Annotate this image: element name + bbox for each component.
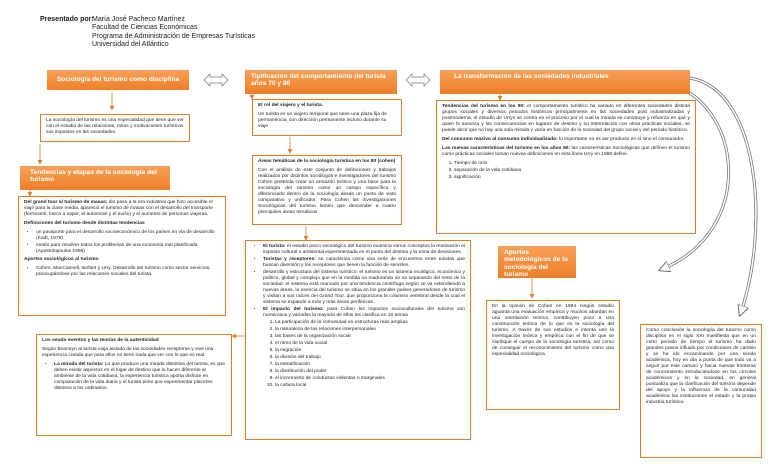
trans-p1-title: Tendencias del turismo en los 90: xyxy=(442,104,525,109)
seudo-item-text: Lo que produce una mirada distintiva del turista, es que deben existir aspectos en el lugar de destino que lo hacen diferente al ambiente de la vida cotidiana, la experiencia turística aporta disfrute en comparación de la vida diaria y el turista tiene que experimentar placeres distintos a los ordinarios. xyxy=(54,362,225,391)
university-line: Universidad del Atlántico xyxy=(92,40,169,48)
seudo-item-title: La mirada del turista: xyxy=(54,362,104,367)
curved-arrow-conclusion xyxy=(690,78,756,315)
conclusion-box xyxy=(640,324,762,458)
tend-p2-title: Definiciones del turismo desde distintas tendencias xyxy=(24,221,145,226)
seudo-text: Según Boorstyn al turista viaja aislado de las sociedades receptoras y vive una experiencia creada que para ellos no tiene nada que ver con lo que es real. xyxy=(42,347,214,358)
list-item: • un pasaporte para el desarrollo socioeconómico de los países en vía de desarrollo (Kadt, 1979) xyxy=(36,230,220,242)
list-item: 9. el incremento de conductas violentas o marginales xyxy=(275,376,465,382)
title-transformacion: La transformación de las sociedades industriales xyxy=(440,70,690,94)
list-item: 3. significación xyxy=(454,175,690,181)
tur-b2-title: Turistas y receptores: xyxy=(263,257,316,262)
tur-b4-title: El impacto del turismo: xyxy=(263,307,324,312)
aportes-box xyxy=(486,300,620,410)
seudo-title: Los seudo eventos y las teorías de la autenticidad xyxy=(42,338,159,343)
title-sociologia-disciplina: Sociología del turismo como disciplina xyxy=(47,70,189,90)
trans-p3-text: las características Sociológicas que definen el turismo como prácticas sociales toman nuevas definiciones en esta línea Urry en 1990 define. xyxy=(442,146,691,157)
faculty-line: Facultad de Ciencias Económicas xyxy=(92,24,198,32)
tur-b2-text: se caracteriza como una serie de encuentros entre turistas que buscan diversión y los receptores que tienen la función de servirles. xyxy=(263,257,465,268)
turista-impacto-box xyxy=(245,240,471,440)
tend-p1-title: Del grand tour al turismo de masas: xyxy=(24,200,108,205)
conclusion-text: Como conclusión la sociología del turismo como disciplina en el siglo XXI manifiesta que en un corto periodo de tiempo el turismo ha dado grandes pasos influido por condiciones de cambio y se ha ido encaminando por una senda académica, hoy en día a punta de que todo va a seguir por este camino y hacia nuevas fronteras de conocimiento introduciéndose en los círculos académicos y en la sociedad, en general puntualiza que la clarificación del turismo depende del apoyo y la influencia de la comunidad académica las instituciones el estado y la propia industria turística. xyxy=(646,328,756,405)
double-arrow-1 xyxy=(204,74,228,86)
title-aportes: Aportes metodológicos de la sociología del turismo xyxy=(498,246,576,278)
title-tipificacion: Tipificación del comportamiento del turista años 70 y 80 xyxy=(245,70,397,94)
list-item: 8. la distribución del poder xyxy=(275,369,465,375)
tur-b3-text: desarrollo y estructura del sistema turístico: el turismo es un sistema ecológico, económico y político, global y complejo que en la medida va madurando se va separando del resto de la sociedad. el sistema está marcado por una tendencia centrífuga según se va extendiendo a nuevas áreas, la esencia del turismo se sitúa en los grandes países generadores de turismo y visitan a sus raíces del Grand Tour. que proporciona la columna vertebral desde la cual el sistema se expande a más y más áreas periféricas. xyxy=(263,270,465,305)
tur-b1-text: el estudio psico sociológico del turismo examina varios conceptos la motivación el impacto cultural o ambiental experimentada en el punto del destino y la toma de decisiones. xyxy=(263,244,465,255)
list-item: 6. la división del trabajo xyxy=(275,355,465,361)
tendencias-box xyxy=(18,196,226,316)
trans-p2-text: lo importante no es ser producto en sí sino el consumidor. xyxy=(557,137,685,142)
areas-tematicas-box xyxy=(252,155,402,225)
rol-text: Un turista es un viajero temporal que tiene una plaza fija de permanencia, con dirección permanente incluso durante su viaje xyxy=(258,112,387,129)
tur-b1-title: El turista: xyxy=(263,244,286,249)
double-arrow-2 xyxy=(406,74,430,86)
title-tendencias: Tendencias y etapas de la sociología del turismo xyxy=(20,166,170,190)
rol-viajero-box xyxy=(252,99,402,136)
seudo-eventos-box xyxy=(36,334,232,436)
list-item: 1. Tiempo de ocio xyxy=(454,161,690,167)
program-line: Programa de Administración de Empresas Turísticas xyxy=(92,32,256,40)
sociologia-box xyxy=(40,114,190,142)
trans-p3-title: Las nuevas características del turismo en los años 90: xyxy=(442,146,571,151)
tur-b4-text: para Cohen los impactos socioculturales del turismo son numerosos y variados la mayoría de ellos los clasifica en 10 temas xyxy=(263,307,465,318)
rol-title: El rol del viajero y el turista. xyxy=(258,103,323,108)
tend-p1-text: dio paso a la era industrial que hizo accesible el viaje para la clase media, apareció el turismo de masas con el desarrollo del transporte (ferrocarril, barco a vapor, el automóvil y el avión) y el aumento de personas viajeras. xyxy=(24,200,213,217)
areas-text: Con el análisis de este conjunto de definiciones y trabajos realizados por distintos sociólogos e investigadores del turismo Cohen pretenda crear un armazón teórico y una base para la sociología del turismo como un campo específico y diferenciado dentro de la sociología desde un punto de vista comparativo y unificador. Para Cohen las investigaciones Sociológicas del turismo tienen que descender a cuatro principales áreas temáticas xyxy=(258,168,396,215)
aportes-text: En la opinión de Cohen en 1984 ningún estudio aguanta una evaluación empírica y muchos abordan en una orientación teórica, contribuyen poco a una construcción teórica de lo que es la sociología del turismo. A través de sus estudios e intenta unir la investigación teórica y empírica con el fin de que se clarifique el campo de la sociología turística, así como de conseguir el reconocimiento del turismo como una especialidad sociológica. xyxy=(492,304,614,357)
list-item: 1. La participación de la comunidad en estructuras más amplias xyxy=(275,320,465,326)
tend-p3-title: Aportes sociológicos al turismo xyxy=(24,257,99,262)
list-item: 2. la naturaleza de las relaciones interpersonales xyxy=(275,327,465,333)
list-item: 10. la cultura local xyxy=(275,383,465,389)
presenter-label: Presentado por: xyxy=(40,16,94,23)
trans-p2-title: Del consumo masivo al consumo individualizado: xyxy=(442,137,558,142)
transformacion-box xyxy=(436,100,696,234)
sociologia-text: La sociología del turismo es una especialidad que tiene que ver con el estudio de las relaciones, mitos y motivaciones turísticas sus impactos en las sociedades. xyxy=(46,118,184,135)
areas-title: Áreas temáticas de la sociología turística en los 80 (cohen) xyxy=(258,159,396,164)
list-item: 5. la migración xyxy=(275,348,465,354)
list-item: • medio para resolver todos los problemas de una economía mal planificada (Apostolopoulos 1996) xyxy=(36,243,220,255)
trans-p1-text: el comportamiento turístico ha variado en diferentes sociedades distinta grupos sociales y diversos periodos históricos principalmente en las sociedades post industrializadas y postmoderna, el estudio de Urrys se centra en el proceso por el cual la mirada se construye y refuerza en qué y quien lo autoriza y las consecuencias en lugares de destino y su interrelación con otras prácticas sociales, se puede decir que no hay una sola mirada y varía en función de la sociedad del grupo social y del periodo histórico. xyxy=(442,104,690,133)
list-item: 4. el ritmo de la vida social xyxy=(275,341,465,347)
list-item: 3. las bases de la organización social xyxy=(275,334,465,340)
presenter-name: María José Pacheco Martínez xyxy=(92,16,185,23)
list-item: 2. separación de la vida cotidiana xyxy=(454,168,690,174)
list-item: • Cohen, MacCannell, lanfant y Urry. Desarrollo del turismo como sector servicios, preocupándose por las relaciones sociales del turista. xyxy=(36,266,220,278)
list-item: 7. la estratificación xyxy=(275,362,465,368)
